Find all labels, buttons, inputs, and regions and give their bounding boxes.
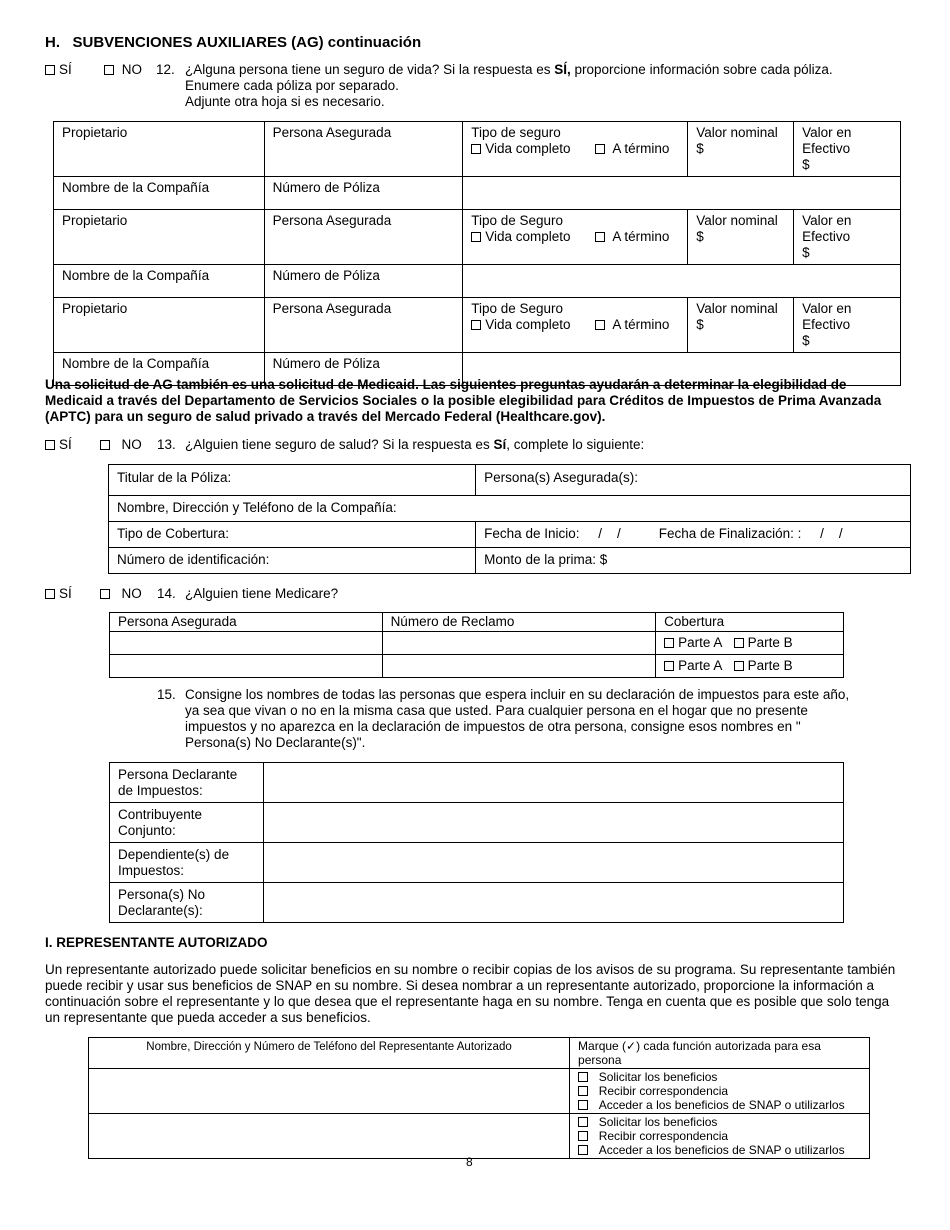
section-i-text: Un representante autorizado puede solicitar beneficios en su nombre o recibir copias de los avisos de su programa. Su representante también puede recibir y usar sus beneficios de SNAP en su nombre. Si desea nombrar a un representante autorizado, proporcione la información a continuación sobre el representante y lo que desea que el representante haga en su nombre. Tenga en cuenta que es posible que solo tenga un representante que pueda acceder a sus beneficios. — [45, 962, 896, 1025]
coverage-cell: Parte A Parte B — [656, 655, 844, 678]
apply-checkbox[interactable] — [578, 1072, 588, 1082]
q12-question: ¿Alguna persona tiene un seguro de vida? Si la respuesta es SÍ, proporcione información sobre cada póliza. — [185, 62, 833, 77]
insured-input[interactable] — [110, 632, 383, 655]
col-header-representative: Nombre, Dirección y Número de Teléfono del Representante Autorizado — [89, 1038, 570, 1069]
owner-cell[interactable]: Propietario — [54, 298, 265, 353]
q12-yes-option[interactable]: SÍ — [45, 62, 72, 78]
company-info-cell[interactable]: Nombre, Dirección y Teléfono de la Compañía: — [109, 496, 911, 522]
section-i-title: I. REPRESENTANTE AUTORIZADO — [45, 935, 268, 950]
insured-cell[interactable]: Persona Asegurada — [264, 122, 463, 177]
representative-input[interactable] — [89, 1114, 570, 1159]
cash-value-cell[interactable]: Valor en Efectivo $ — [794, 210, 901, 265]
face-value-cell[interactable]: Valor nominal $ — [688, 122, 794, 177]
insured-cell[interactable]: Persona Asegurada — [264, 210, 463, 265]
claim-input[interactable] — [382, 632, 656, 655]
functions-cell — [570, 1114, 870, 1159]
medicare-row — [110, 655, 844, 678]
tax-row-label: Persona Declarante de Impuestos: — [110, 763, 264, 803]
q14-number: 14. — [157, 586, 176, 601]
premium-cell[interactable]: Monto de la prima: $ — [476, 548, 911, 574]
mail-option[interactable]: Recibir correspondencia — [578, 1129, 861, 1143]
tax-row-input[interactable] — [263, 883, 843, 923]
company-cell[interactable]: Nombre de la Compañía — [54, 265, 265, 298]
policy-number-cell[interactable]: Número de Póliza — [264, 265, 463, 298]
q13-no-checkbox[interactable] — [100, 440, 110, 450]
part-a-checkbox[interactable] — [664, 661, 674, 671]
snap-checkbox[interactable] — [578, 1100, 588, 1110]
life-company-row — [54, 177, 901, 210]
representative-table — [88, 1037, 870, 1159]
tax-row-input[interactable] — [263, 843, 843, 883]
whole-life-checkbox[interactable] — [471, 232, 481, 242]
face-value-cell[interactable]: Valor nominal $ — [688, 210, 794, 265]
tax-row-input[interactable] — [263, 763, 843, 803]
medicaid-note: Una solicitud de AG también es una solicitud de Medicaid. Las siguientes preguntas ayudarán a determinar la elegibilidad de Medicaid a través del Departamento de Servicios Sociales o la posible elegibilidad para Créditos de Impuestos de Prima Avanzada (APTC) para un seguro de salud privado a través del Mercado Federal (Healthcare.gov). — [45, 377, 882, 424]
q14-no-option[interactable]: NO — [100, 586, 142, 602]
apply-checkbox[interactable] — [578, 1117, 588, 1127]
policy-number-cell[interactable]: Número de Póliza — [264, 353, 463, 386]
col-header-functions: Marque (✓) cada función autorizada para esa persona — [570, 1038, 870, 1069]
insured-cell[interactable]: Persona Asegurada — [264, 298, 463, 353]
q13-no-option[interactable]: NO — [100, 437, 142, 453]
whole-life-checkbox[interactable] — [471, 320, 481, 330]
term-life-checkbox[interactable] — [595, 232, 605, 242]
company-cell[interactable]: Nombre de la Compañía — [54, 177, 265, 210]
tax-row-label: Contribuyente Conjunto: — [110, 803, 264, 843]
representative-input[interactable] — [89, 1069, 570, 1114]
health-insurance-table — [108, 464, 911, 574]
snap-checkbox[interactable] — [578, 1145, 588, 1155]
policy-holder-cell[interactable]: Titular de la Póliza: — [109, 465, 476, 496]
mail-checkbox[interactable] — [578, 1086, 588, 1096]
life-policy-row — [54, 298, 901, 353]
q12-line3: Adjunte otra hoja si es necesario. — [185, 94, 385, 109]
term-life-checkbox[interactable] — [595, 320, 605, 330]
life-insurance-table — [53, 121, 901, 386]
functions-cell — [570, 1069, 870, 1114]
face-value-cell[interactable]: Valor nominal $ — [688, 298, 794, 353]
representative-row — [89, 1069, 870, 1114]
col-header-insured: Persona Asegurada — [110, 613, 383, 632]
tax-row — [110, 843, 844, 883]
part-b-checkbox[interactable] — [734, 638, 744, 648]
cash-value-cell[interactable]: Valor en Efectivo $ — [794, 122, 901, 177]
q14-question: ¿Alguien tiene Medicare? — [185, 586, 339, 601]
snap-option[interactable]: Acceder a los beneficios de SNAP o utilizarlos — [578, 1098, 861, 1112]
owner-cell[interactable]: Propietario — [54, 122, 265, 177]
q12-no-option[interactable]: NO — [104, 62, 142, 78]
coverage-type-cell[interactable]: Tipo de Cobertura: — [109, 522, 476, 548]
section-h-title: H. SUBVENCIONES AUXILIARES (AG) continuación — [45, 34, 422, 51]
cash-value-cell[interactable]: Valor en Efectivo $ — [794, 298, 901, 353]
blank-cell[interactable] — [463, 265, 901, 298]
col-header-claim: Número de Reclamo — [382, 613, 656, 632]
representative-row — [89, 1114, 870, 1159]
tax-row-input[interactable] — [263, 803, 843, 843]
q13-question: ¿Alguien tiene seguro de salud? Si la respuesta es Sí, complete lo siguiente: — [185, 437, 645, 452]
insured-persons-cell[interactable]: Persona(s) Asegurada(s): — [476, 465, 911, 496]
mail-option[interactable]: Recibir correspondencia — [578, 1084, 861, 1098]
q13-yes-option[interactable]: SÍ — [45, 437, 72, 453]
tax-filing-table — [109, 762, 844, 923]
medicare-table — [109, 612, 844, 678]
q13-number: 13. — [157, 437, 176, 452]
apply-option[interactable]: Solicitar los beneficios — [578, 1070, 861, 1084]
snap-option[interactable]: Acceder a los beneficios de SNAP o utilizarlos — [578, 1143, 861, 1157]
apply-option[interactable]: Solicitar los beneficios — [578, 1115, 861, 1129]
whole-life-checkbox[interactable] — [471, 144, 481, 154]
q12-number: 12. — [156, 62, 175, 77]
q13-yes-checkbox[interactable] — [45, 440, 55, 450]
life-company-row — [54, 265, 901, 298]
term-life-checkbox[interactable] — [595, 144, 605, 154]
id-number-cell[interactable]: Número de identificación: — [109, 548, 476, 574]
company-cell[interactable]: Nombre de la Compañía — [54, 353, 265, 386]
life-policy-row — [54, 210, 901, 265]
tax-row-label: Dependiente(s) de Impuestos: — [110, 843, 264, 883]
life-policy-row — [54, 122, 901, 177]
medicare-row — [110, 632, 844, 655]
tax-row — [110, 803, 844, 843]
q14-no-checkbox[interactable] — [100, 589, 110, 599]
claim-input[interactable] — [382, 655, 656, 678]
mail-checkbox[interactable] — [578, 1131, 588, 1141]
tax-row-label: Persona(s) No Declarante(s): — [110, 883, 264, 923]
q12-yes-checkbox[interactable] — [45, 65, 55, 75]
part-b-checkbox[interactable] — [734, 661, 744, 671]
tax-row — [110, 763, 844, 803]
tax-row — [110, 883, 844, 923]
q15-number: 15. — [157, 687, 176, 702]
insured-input[interactable] — [110, 655, 383, 678]
type-cell: Tipo de Seguro Vida completo A término — [463, 298, 688, 353]
coverage-cell: Parte A Parte B — [656, 632, 844, 655]
blank-cell[interactable] — [463, 177, 901, 210]
q12-line2: Enumere cada póliza por separado. — [185, 78, 399, 93]
q14-yes-checkbox[interactable] — [45, 589, 55, 599]
q15-question: Consigne los nombres de todas las personas que espera incluir en su declaración de impuestos para este año, ya sea que vivan o no en la misma casa que usted. Para cualquier persona en el hogar que no presente impuestos y no aparezca en la declaración de impuestos de otra persona, consigne esos nombres en " Persona(s) No Declarante(s)". — [185, 687, 850, 750]
type-cell: Tipo de Seguro Vida completo A término — [463, 210, 688, 265]
part-a-checkbox[interactable] — [664, 638, 674, 648]
owner-cell[interactable]: Propietario — [54, 210, 265, 265]
dates-cell[interactable]: Fecha de Inicio: / / Fecha de Finalización: : / / — [476, 522, 911, 548]
page-number: 8 — [466, 1155, 473, 1169]
type-cell: Tipo de seguro Vida completo A término — [463, 122, 688, 177]
q12-no-checkbox[interactable] — [104, 65, 114, 75]
col-header-coverage: Cobertura — [656, 613, 844, 632]
q14-yes-option[interactable]: SÍ — [45, 586, 72, 602]
policy-number-cell[interactable]: Número de Póliza — [264, 177, 463, 210]
